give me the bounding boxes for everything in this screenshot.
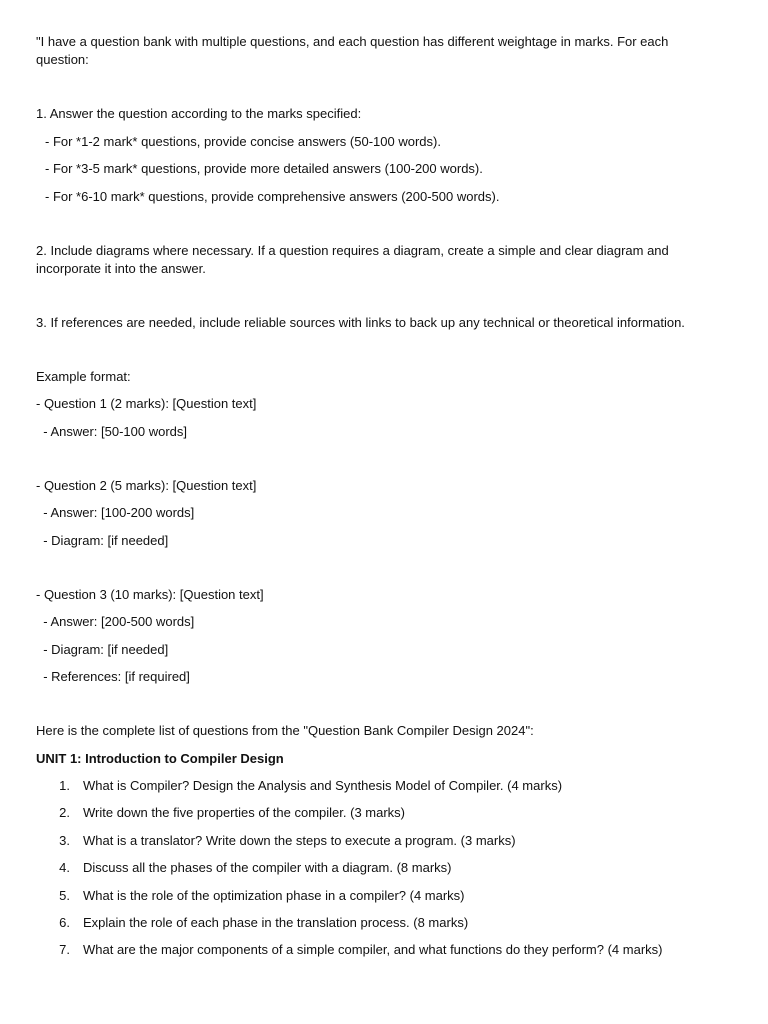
example-detail-line: - Answer: [100-200 words] xyxy=(36,505,195,520)
question-item xyxy=(36,804,706,822)
question-list-intro: Here is the complete list of questions from the "Question Bank Compiler Design 2024": xyxy=(36,723,534,738)
intro-paragraph: "I have a question bank with multiple questions, and each question has different weightage in marks. For each question: xyxy=(36,34,669,67)
question-list xyxy=(36,777,706,959)
question-item xyxy=(36,941,706,959)
question-item xyxy=(36,887,706,905)
example-question-line: - Question 3 (10 marks): [Question text] xyxy=(36,586,264,602)
example-heading: Example format: xyxy=(36,368,131,384)
question-number: 3. xyxy=(59,832,70,848)
instruction-1-bullet: - For *3-5 mark* questions, provide more detailed answers (100-200 words). xyxy=(45,161,483,176)
question-item xyxy=(36,832,706,850)
question-number: 1. xyxy=(59,778,70,793)
unit-title: UNIT 1: Introduction to Compiler Design xyxy=(36,750,284,766)
question-number: 4. xyxy=(59,860,70,876)
instruction-2-paragraph: 2. Include diagrams where necessary. If a question requires a diagram, create a simple and clear diagram and incorporate it into the answer. xyxy=(36,242,669,276)
question-text: What are the major components of a simple compiler, and what functions do they perform? (4 marks) xyxy=(83,942,663,958)
question-text: Explain the role of each phase in the translation process. (8 marks) xyxy=(83,914,469,930)
example-detail-line: - Answer: [200-500 words] xyxy=(36,614,195,629)
question-number: 2. xyxy=(59,805,70,821)
document-page xyxy=(36,33,706,969)
example-detail-line: - Answer: [50-100 words] xyxy=(36,423,188,439)
question-number: 7. xyxy=(59,942,70,958)
example-detail-line: - Diagram: [if needed] xyxy=(36,641,169,657)
question-number: 5. xyxy=(59,887,70,903)
question-item xyxy=(36,859,706,877)
example-detail-line: - Diagram: [if needed] xyxy=(36,532,169,548)
example-question-line: - Question 2 (5 marks): [Question text] xyxy=(36,477,257,493)
question-text: Discuss all the phases of the compiler with a diagram. (8 marks) xyxy=(83,860,452,876)
instruction-1-bullet: - For *1-2 mark* questions, provide concise answers (50-100 words). xyxy=(45,133,441,149)
instruction-1-bullet: - For *6-10 mark* questions, provide comprehensive answers (200-500 words). xyxy=(45,188,500,204)
example-question-line: - Question 1 (2 marks): [Question text] xyxy=(36,396,257,411)
question-text: What is a translator? Write down the steps to execute a program. (3 marks) xyxy=(83,832,516,848)
question-text: What is the role of the optimization phase in a compiler? (4 marks) xyxy=(83,887,465,903)
question-number: 6. xyxy=(59,914,70,930)
question-text: What is Compiler? Design the Analysis and Synthesis Model of Compiler. (4 marks) xyxy=(83,778,563,793)
example-detail-line: - References: [if required] xyxy=(36,669,190,684)
instruction-1-heading: 1. Answer the question according to the marks specified: xyxy=(36,106,362,121)
question-item xyxy=(36,914,706,932)
question-item xyxy=(36,777,706,795)
question-text: Write down the five properties of the compiler. (3 marks) xyxy=(83,805,405,821)
instruction-3-paragraph: 3. If references are needed, include reliable sources with links to back up any technical or theoretical information. xyxy=(36,314,685,330)
